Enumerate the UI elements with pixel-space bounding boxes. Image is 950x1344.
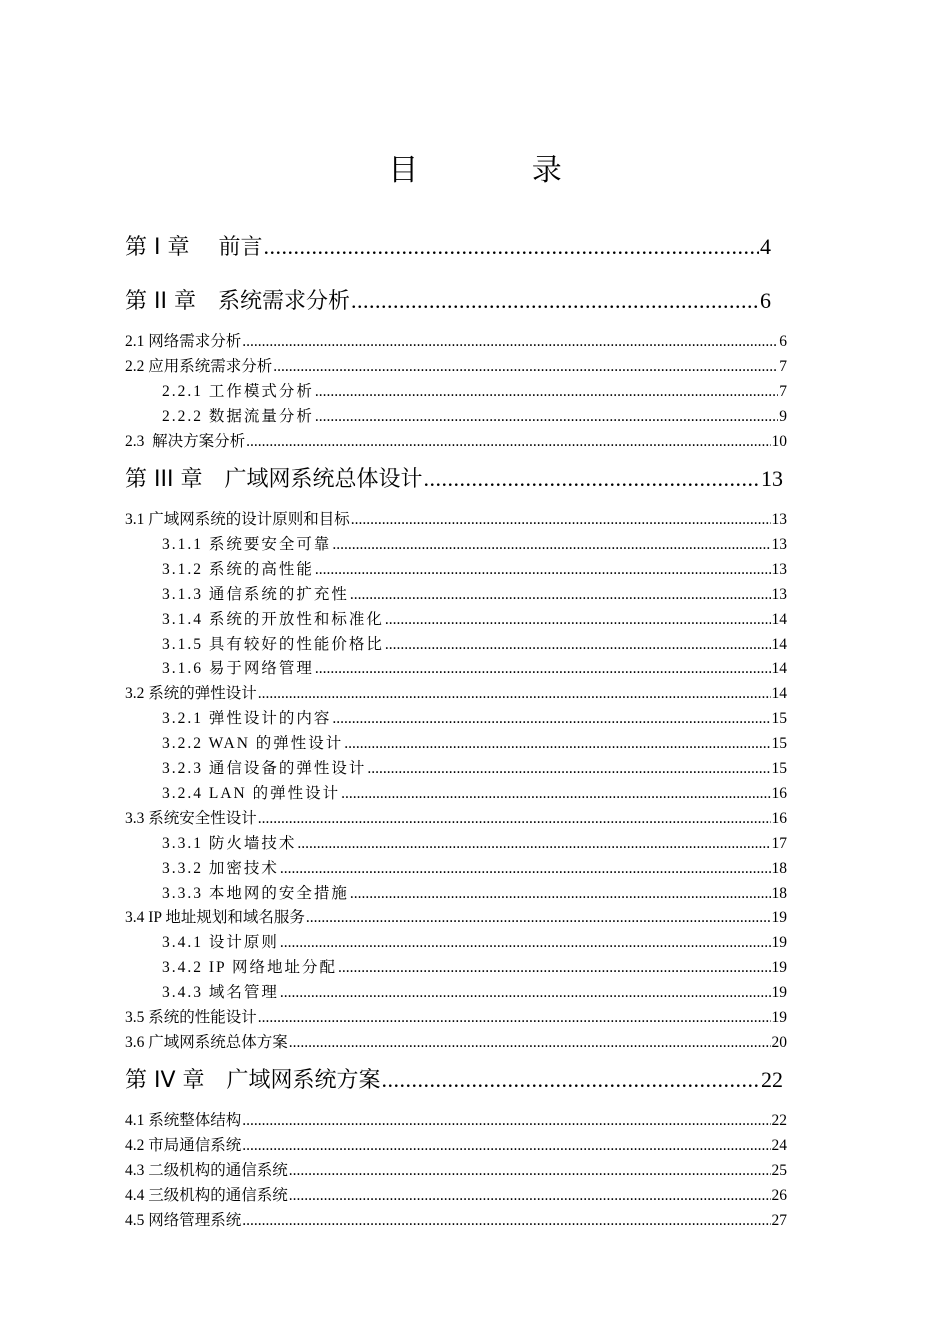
toc-leader [351,288,759,314]
toc-entry-label: 3.1.3 通信系统的扩充性 [162,586,349,603]
toc-entry[interactable] [162,706,787,728]
toc-leader [263,234,759,260]
toc-entry-label: 2.2.2 数据流量分析 [162,408,314,425]
toc-entry-label: 3.2.4 LAN 的弹性设计 [162,785,341,802]
toc-page-number: 13 [771,561,787,578]
toc-leader [280,860,771,878]
toc-leader [367,760,770,778]
toc-page-number: 19 [771,959,787,976]
toc-entry-label: 4.1 系统整体结构 [125,1112,242,1129]
toc-entry[interactable] [162,656,787,678]
toc-entry[interactable] [162,582,787,604]
toc-page-number: 15 [771,710,787,727]
toc-leader [344,735,770,753]
toc-entry-label: 3.3.2 加密技术 [162,860,279,877]
toc-entry-label: 3.3.3 本地网的安全措施 [162,885,349,902]
toc-leader [351,511,771,529]
toc-entry-label: 3.3 系统安全性设计 [125,810,257,827]
toc-entry-label: 4.5 网络管理系统 [125,1212,242,1229]
toc-page-number: 24 [771,1137,787,1154]
toc-entry[interactable] [162,930,787,952]
toc-page-number: 18 [771,860,787,877]
toc-page-number: 26 [771,1187,787,1204]
toc-leader [385,611,771,629]
toc-leader [289,1187,771,1205]
toc-leader [297,835,770,853]
toc-chapter-1[interactable] [125,230,771,260]
toc-page-number: 18 [771,885,787,902]
toc-page-number: 16 [771,785,787,802]
toc-entry-label: 2.2.1 工作模式分析 [162,383,314,400]
toc-leader [350,885,771,903]
toc-entry[interactable] [162,881,787,903]
toc-page-number: 22 [761,1067,783,1092]
toc-leader [332,536,770,554]
toc-page-number: 7 [779,358,787,375]
toc-leader [385,636,771,654]
toc-page-number: 22 [771,1112,787,1129]
toc-leader [242,1212,770,1230]
toc-page-number: 14 [771,636,787,653]
toc-entry[interactable] [162,756,787,778]
toc-leader [341,785,770,803]
toc-entry-label: 4.2 市局通信系统 [125,1137,242,1154]
toc-leader [280,984,771,1002]
toc-leader [315,561,771,579]
toc-leader [289,1034,771,1052]
toc-entry[interactable] [125,507,787,529]
toc-page-number: 25 [771,1162,787,1179]
toc-leader [289,1162,771,1180]
toc-page-number: 9 [779,408,787,425]
toc-chapter-4[interactable] [125,1063,783,1093]
toc-entry[interactable] [125,1158,787,1180]
toc-leader [258,685,771,703]
toc-entry[interactable] [162,955,787,977]
toc-page-number: 20 [771,1034,787,1051]
toc-page-number: 27 [771,1212,787,1229]
toc-entry-label: 3.6 广域网系统总体方案 [125,1034,288,1051]
toc-page-number: 13 [771,536,787,553]
toc-entry[interactable] [125,354,787,376]
toc-page-number: 16 [771,810,787,827]
toc-page-number: 19 [771,909,787,926]
toc-leader [258,810,771,828]
toc-entry-label: 3.4.2 IP 网络地址分配 [162,959,337,976]
toc-page-number: 17 [771,835,787,852]
toc-entry-label: 2.2 应用系统需求分析 [125,358,273,375]
toc-leader [246,433,770,451]
toc-leader [338,959,771,977]
toc-entry[interactable] [125,1208,787,1230]
toc-entry[interactable] [162,831,787,853]
toc-entry[interactable] [125,1030,787,1052]
toc-entry-label: 4.3 二级机构的通信系统 [125,1162,288,1179]
toc-leader [423,466,760,492]
toc-entry[interactable] [125,1133,787,1155]
toc-entry-label: 3.5 系统的性能设计 [125,1009,257,1026]
toc-entry[interactable] [125,329,787,351]
toc-entry[interactable] [125,1108,787,1130]
toc-page-number: 15 [771,735,787,752]
toc-leader [280,934,771,952]
toc-entry[interactable] [162,781,787,803]
toc-entry-label: 3.4 IP 地址规划和域名服务 [125,909,305,926]
toc-page-number: 4 [760,234,771,259]
toc-entry[interactable] [125,806,787,828]
toc-entry[interactable] [162,856,787,878]
toc-leader [332,710,770,728]
toc-leader [242,1137,770,1155]
toc-entry-label: 3.1.4 系统的开放性和标准化 [162,611,384,628]
toc-entry-label: 3.2.2 WAN 的弹性设计 [162,735,344,752]
toc-entry-label: 3.1.1 系统要安全可靠 [162,536,332,553]
toc-entry-label: 2.3 解决方案分析 [125,433,246,450]
toc-page-number: 13 [761,466,783,491]
toc-page-number: 19 [771,1009,787,1026]
toc-chapter-2[interactable] [125,284,771,314]
toc-page-number: 6 [760,288,771,313]
toc-page-number: 19 [771,984,787,1001]
toc-entry-label: 3.4.3 域名管理 [162,984,279,1001]
toc-leader [258,1009,771,1027]
toc-chapter-label: 第 III 章 广域网系统总体设计 [125,467,423,492]
toc-leader [242,333,778,351]
toc-entry[interactable] [125,681,787,703]
toc-entry-label: 3.2.1 弹性设计的内容 [162,710,332,727]
toc-entry-label: 3.1.2 系统的高性能 [162,561,314,578]
toc-entry[interactable] [125,1183,787,1205]
toc-chapter-label: 第 I 章 前言 [125,235,263,260]
toc-entry[interactable] [162,379,787,401]
toc-page-number: 14 [771,660,787,677]
toc-entry[interactable] [125,429,787,451]
toc-leader [315,383,778,401]
toc-leader [242,1112,770,1130]
toc-leader [350,586,771,604]
toc-entry[interactable] [162,980,787,1002]
toc-entry[interactable] [162,404,787,426]
toc-entry-label: 2.1 网络需求分析 [125,333,242,350]
toc-entry-label: 3.3.1 防火墙技术 [162,835,297,852]
toc-leader [273,358,778,376]
toc-leader [306,909,771,927]
toc-leader [315,408,778,426]
toc-page-number: 14 [771,685,787,702]
toc-entry-label: 3.2 系统的弹性设计 [125,685,257,702]
toc-page-number: 6 [779,333,787,350]
toc-chapter-3[interactable] [125,462,783,492]
toc-page-number: 13 [771,511,787,528]
toc-leader [382,1067,760,1093]
toc-page-number: 19 [771,934,787,951]
toc-entry-label: 3.4.1 设计原则 [162,934,279,951]
toc-chapter-label: 第 II 章 系统需求分析 [125,289,350,314]
toc-entry[interactable] [125,1005,787,1027]
toc-entry[interactable] [162,731,787,753]
toc-page-number: 7 [779,383,787,400]
toc-entry[interactable] [162,532,787,554]
toc-chapter-label: 第 IV 章 广域网系统方案 [125,1068,381,1093]
toc-page-number: 13 [771,586,787,603]
toc-page-number: 14 [771,611,787,628]
toc-entry-label: 3.2.3 通信设备的弹性设计 [162,760,367,777]
page-title: 目 录 [388,153,614,188]
toc-page-number: 10 [771,433,787,450]
toc-entry[interactable] [162,557,787,579]
toc-entry-label: 3.1.5 具有较好的性能价格比 [162,636,384,653]
toc-entry[interactable] [162,632,787,654]
toc-entry-label: 3.1 广域网系统的设计原则和目标 [125,511,350,528]
toc-leader [315,660,771,678]
toc-entry[interactable] [162,607,787,629]
toc-entry[interactable] [125,905,787,927]
toc-entry-label: 3.1.6 易于网络管理 [162,660,314,677]
toc-entry-label: 4.4 三级机构的通信系统 [125,1187,288,1204]
toc-page-number: 15 [771,760,787,777]
